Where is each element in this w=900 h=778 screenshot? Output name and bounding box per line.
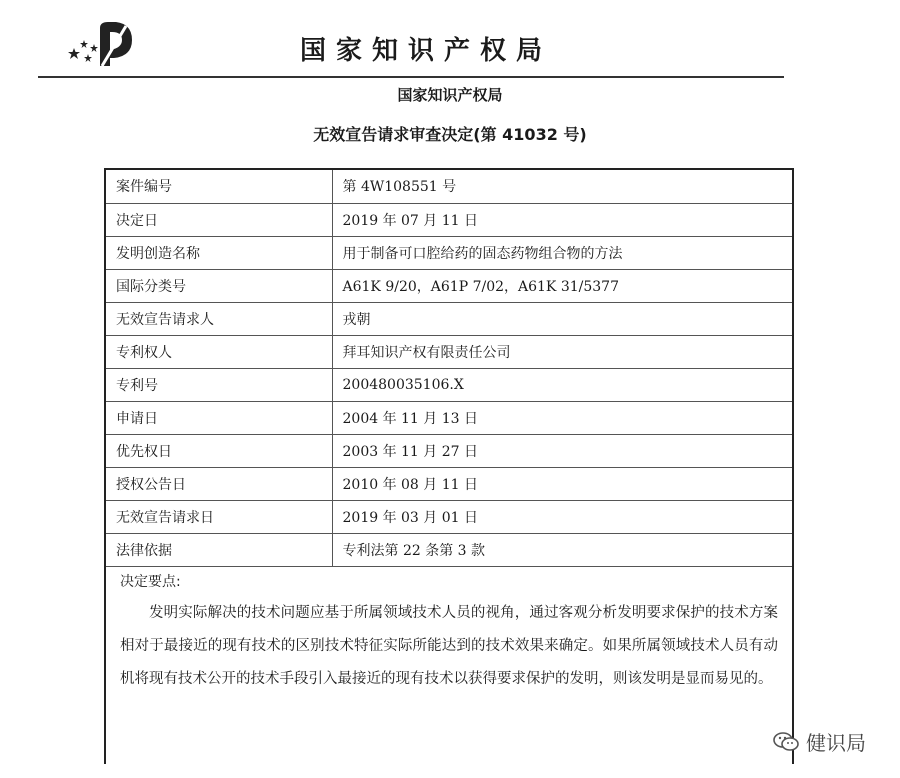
- table-row: [106, 302, 792, 335]
- field-value: 专利法第 22 条第 3 款: [332, 533, 792, 566]
- table-row: [106, 533, 792, 566]
- cnipa-emblem-icon: [64, 18, 138, 68]
- table-row: [106, 434, 792, 467]
- field-label: 申请日: [106, 401, 332, 434]
- field-value: 拜耳知识产权有限责任公司: [332, 335, 792, 368]
- table-row: [106, 401, 792, 434]
- decision-table: [104, 168, 794, 764]
- field-label: 专利号: [106, 368, 332, 401]
- watermark-text: 健识局: [806, 731, 866, 755]
- office-name: 国家知识产权局: [397, 86, 503, 104]
- field-value: 戎朝: [332, 302, 792, 335]
- watermark: [772, 727, 866, 756]
- field-value: A61K 9/20，A61P 7/02，A61K 31/5377: [332, 269, 792, 302]
- field-value: 2019 年 03 月 01 日: [332, 500, 792, 533]
- decision-points-body: 发明实际解决的技术问题应基于所属领域技术人员的视角，通过客观分析发明要求保护的技术方案相对于最接近的现有技术的区别技术特征实际所能达到的技术效果来确定。如果所属领域技术人员有动机将现有技术公开的技术手段引入最接近的现有技术以获得要求保护的发明，则该发明是显而易见的。: [120, 604, 778, 687]
- field-label: 法律依据: [106, 533, 332, 566]
- decision-points-heading: 决定要点:: [120, 573, 181, 590]
- table-row: [106, 335, 792, 368]
- field-value: 2010 年 08 月 11 日: [332, 467, 792, 500]
- field-value: 第 4W108551 号: [332, 170, 792, 203]
- header-title: 国家知识产权局: [300, 36, 553, 66]
- field-value: 用于制备可口腔给药的固态药物组合物的方法: [332, 236, 792, 269]
- field-label: 决定日: [106, 203, 332, 236]
- field-label: 国际分类号: [106, 269, 332, 302]
- table-row: [106, 467, 792, 500]
- field-value: 200480035106.X: [332, 368, 792, 401]
- wechat-icon: [772, 731, 800, 753]
- field-value: 2019 年 07 月 11 日: [332, 203, 792, 236]
- field-label: 专利权人: [106, 335, 332, 368]
- field-label: 发明创造名称: [106, 236, 332, 269]
- table-row: [106, 500, 792, 533]
- field-label: 案件编号: [106, 170, 332, 203]
- field-label: 无效宣告请求人: [106, 302, 332, 335]
- field-label: 授权公告日: [106, 467, 332, 500]
- table-row: [106, 170, 792, 203]
- table-row: [106, 368, 792, 401]
- document-title: 无效宣告请求审查决定(第 41032 号): [313, 125, 587, 144]
- field-label: 无效宣告请求日: [106, 500, 332, 533]
- table-row: [106, 203, 792, 236]
- header-divider: [38, 76, 784, 78]
- field-value: 2004 年 11 月 13 日: [332, 401, 792, 434]
- field-label: 优先权日: [106, 434, 332, 467]
- field-value: 2003 年 11 月 27 日: [332, 434, 792, 467]
- table-row: [106, 269, 792, 302]
- table-row: [106, 236, 792, 269]
